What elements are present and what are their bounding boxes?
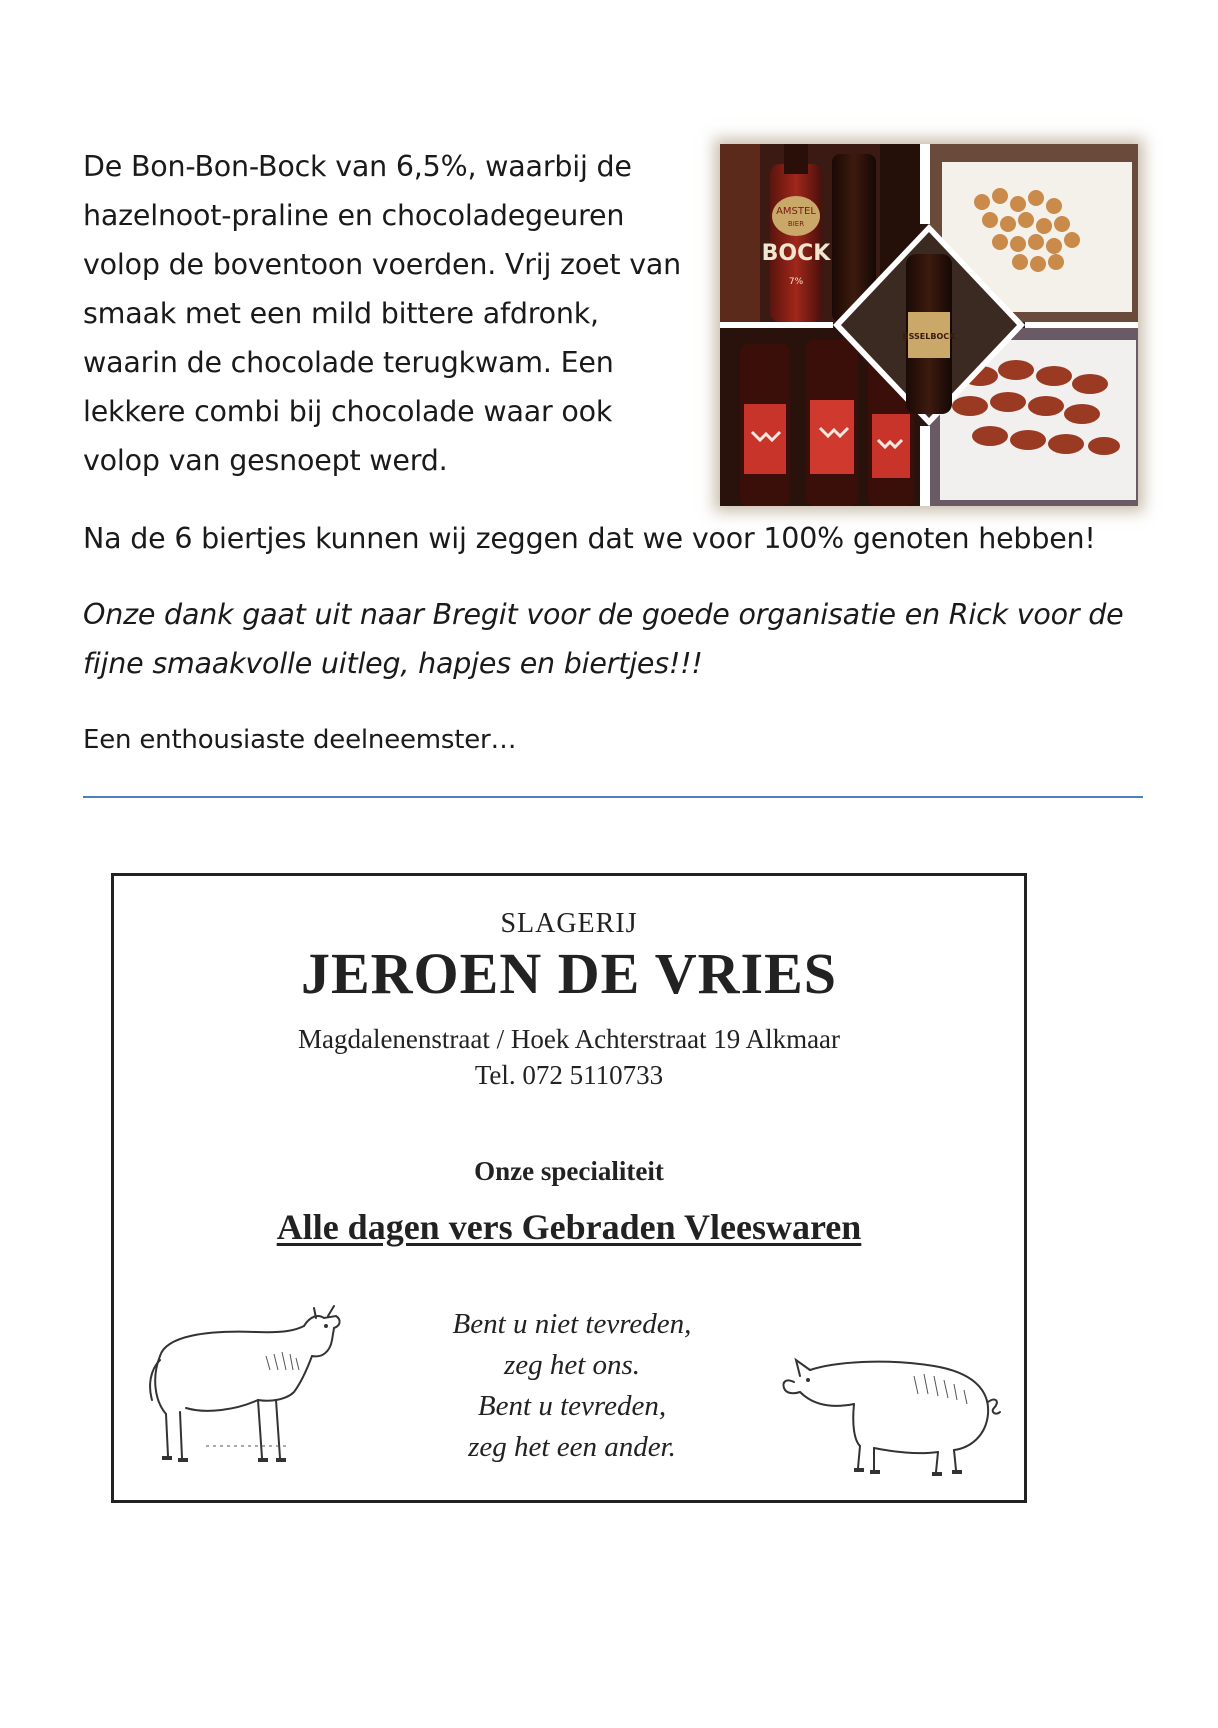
ad-specialty: Alle dagen vers Gebraden Vleeswaren [276,1207,862,1247]
thanks-paragraph: Onze dank gaat uit naar Bregit voor de goede organisatie en Rick voor de fijne smaakvolle uitleg, hapjes en biertjes!!! [83,598,1124,680]
section-divider [83,796,1143,798]
ad-special-label: Onze specialiteit [474,1156,664,1186]
bier-label: BIER [787,220,805,228]
amstel-label: AMSTEL [776,206,816,217]
calf-illustration [146,1296,356,1476]
slogan-line: zeg het ons. [503,1349,641,1381]
ad-slogan [414,1304,730,1468]
beer-photo-collage [720,144,1138,506]
ijsselbock-label: IJSSELBOCK [902,332,956,341]
ad-address: Magdalenenstraat / Hoek Achterstraat 19 Alkmaar [297,1024,841,1054]
bock-label: BOCK [761,241,831,266]
summary-paragraph: Na de 6 biertjes kunnen wij zeggen dat we voor 100% genoten hebben! [83,522,1096,555]
pig-illustration [774,1336,1014,1486]
ad-phone: Tel. 072 5110733 [474,1060,664,1090]
ad-business-name: JEROEN DE VRIES [300,941,838,1006]
slogan-line: zeg het een ander. [468,1431,676,1463]
slogan-line: Bent u niet tevreden, [452,1308,692,1340]
abv-label: 7% [788,277,804,287]
butcher-advertisement [111,873,1027,1503]
signature-line: Een enthousiaste deelneemster… [83,725,517,755]
intro-paragraph: De Bon-Bon-Bock van 6,5%, waarbij de hazelnoot-praline en chocoladegeuren volop de boventoon voerden. Vrij zoet van smaak met een mild bittere afdronk, waarin de chocolade terugkwam. Een lekkere combi bij chocolade waar ook volop van gesnoept werd. [83,150,681,477]
slogan-line: Bent u tevreden, [477,1390,667,1422]
ad-kicker: SLAGERIJ [500,908,638,939]
